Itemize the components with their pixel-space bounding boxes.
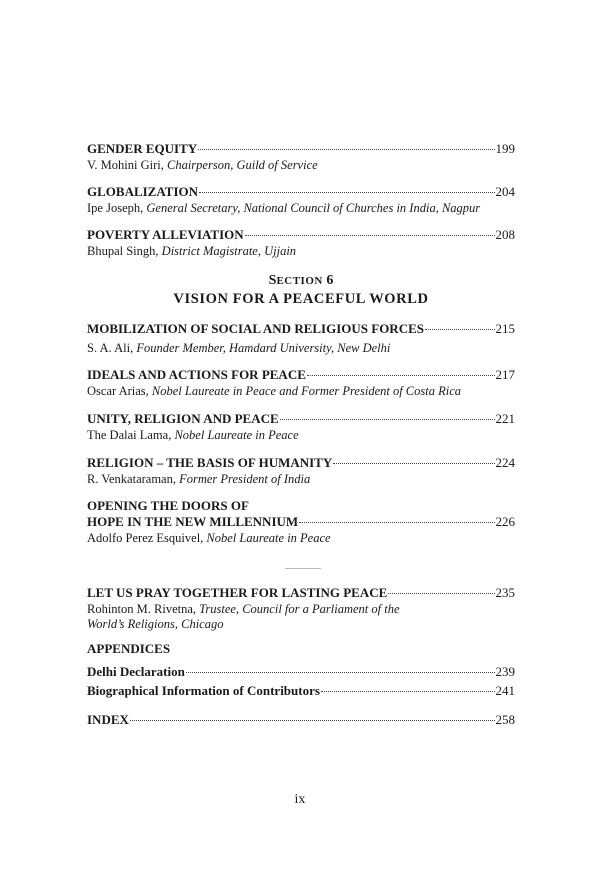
author-name: The Dalai Lama,	[87, 428, 172, 442]
entry-author-line	[87, 601, 515, 617]
author-role: Trustee, Council for a Parliament of the	[199, 602, 400, 616]
entry-author-line	[87, 427, 515, 443]
author-name: Oscar Arias,	[87, 384, 149, 398]
entry-author-line	[87, 383, 515, 399]
toc-entry	[87, 227, 515, 259]
entry-title: GLOBALIZATION	[87, 184, 199, 199]
author-role-continued: World’s Religions, Chicago	[87, 617, 224, 631]
entry-author-line	[87, 340, 515, 356]
entry-title-line	[87, 712, 515, 728]
entry-page-number: 204	[495, 184, 515, 199]
page-number: ix	[294, 792, 306, 807]
entry-page-number: 217	[495, 367, 515, 382]
dot-leader	[425, 329, 495, 330]
toc-entry	[87, 455, 515, 487]
entry-title-first-line: OPENING THE DOORS OF	[87, 498, 249, 513]
toc-entry	[87, 367, 515, 399]
author-role: Nobel Laureate in Peace	[206, 531, 331, 545]
dot-leader	[307, 375, 495, 376]
entry-title-line	[87, 585, 515, 601]
author-role: Chairperson, Guild of Service	[167, 158, 318, 172]
entry-title-line	[87, 411, 515, 427]
author-name: Bhupal Singh,	[87, 244, 159, 258]
entry-title-line	[87, 664, 515, 680]
toc-entry	[87, 411, 515, 443]
entry-title: MOBILIZATION OF SOCIAL AND RELIGIOUS FORCES	[87, 321, 424, 336]
section-number: 6	[326, 273, 334, 288]
section-label-rest: ECTION	[276, 275, 323, 287]
entry-page-number: 215	[495, 321, 515, 336]
entry-title: HOPE IN THE NEW MILLENNIUM	[87, 514, 299, 529]
dot-leader	[130, 720, 495, 721]
dot-leader	[199, 192, 494, 193]
author-role: Nobel Laureate in Peace	[174, 428, 299, 442]
entry-title: RELIGION – THE BASIS OF HUMANITY	[87, 455, 333, 470]
entry-author-line	[87, 530, 515, 546]
entry-title-line	[87, 455, 515, 471]
author-name: R. Venkataraman,	[87, 472, 176, 486]
entry-title-line	[87, 514, 515, 530]
appendices-heading: APPENDICES	[87, 641, 171, 656]
entry-page-number: 226	[495, 514, 515, 529]
toc-entry	[87, 184, 515, 216]
entry-title: INDEX	[87, 712, 129, 727]
dot-leader	[321, 691, 495, 692]
toc-entry	[87, 585, 515, 632]
entry-title-line	[87, 141, 515, 157]
section-title: VISION FOR A PEACEFUL WORLD	[173, 291, 429, 307]
author-name: S. A. Ali,	[87, 341, 134, 355]
dot-leader	[388, 593, 494, 594]
toc-entry	[87, 141, 515, 173]
toc-entry	[87, 683, 515, 699]
entry-title-line	[87, 184, 515, 200]
author-name: V. Mohini Giri,	[87, 158, 164, 172]
section-heading	[87, 272, 515, 308]
author-role: General Secretary, National Council of Churches in India, Nagpur	[146, 201, 481, 215]
toc-entry	[87, 498, 515, 546]
entry-page-number: 258	[495, 712, 515, 727]
entry-title: Delhi Declaration	[87, 664, 185, 679]
entry-page-number: 221	[495, 411, 515, 426]
entry-page-number: 199	[495, 141, 515, 156]
separator-rule	[285, 568, 321, 569]
entry-title-line	[87, 321, 515, 337]
entry-page-number: 224	[495, 455, 515, 470]
author-name: Ipe Joseph,	[87, 201, 144, 215]
entry-author-line	[87, 471, 515, 487]
toc-entry	[87, 664, 515, 680]
entry-title: GENDER EQUITY	[87, 141, 198, 156]
dot-leader	[333, 463, 494, 464]
author-role: Former President of India	[179, 472, 311, 486]
author-name: Adolfo Perez Esquivel,	[87, 531, 204, 545]
entry-page-number: 241	[495, 683, 515, 698]
entry-title-line	[87, 683, 515, 699]
toc-entry	[87, 712, 515, 728]
section-label-initial: S	[268, 273, 277, 288]
entry-title: IDEALS AND ACTIONS FOR PEACE	[87, 367, 306, 382]
entry-title-line	[87, 367, 515, 383]
entry-author-line	[87, 157, 515, 173]
dot-leader	[198, 149, 494, 150]
dot-leader	[186, 672, 495, 673]
section-label	[87, 272, 515, 290]
entry-title: UNITY, RELIGION AND PEACE	[87, 411, 279, 426]
author-role: District Magistrate, Ujjain	[161, 244, 297, 258]
author-role: Nobel Laureate in Peace and Former President of Costa Rica	[151, 384, 462, 398]
entry-title-line	[87, 227, 515, 243]
entry-page-number: 235	[495, 585, 515, 600]
author-role: Founder Member, Hamdard University, New Delhi	[136, 341, 391, 355]
entry-author-line	[87, 200, 515, 216]
entry-title: Biographical Information of Contributors	[87, 683, 320, 698]
entry-title: POVERTY ALLEVIATION	[87, 227, 244, 242]
toc-entry	[87, 321, 515, 356]
dot-leader	[245, 235, 495, 236]
author-name: Rohinton M. Rivetna,	[87, 602, 197, 616]
entry-author-line	[87, 243, 515, 259]
dot-leader	[299, 522, 494, 523]
entry-title: LET US PRAY TOGETHER FOR LASTING PEACE	[87, 585, 388, 600]
dot-leader	[280, 419, 495, 420]
entry-page-number: 208	[495, 227, 515, 242]
entry-page-number: 239	[495, 664, 515, 679]
